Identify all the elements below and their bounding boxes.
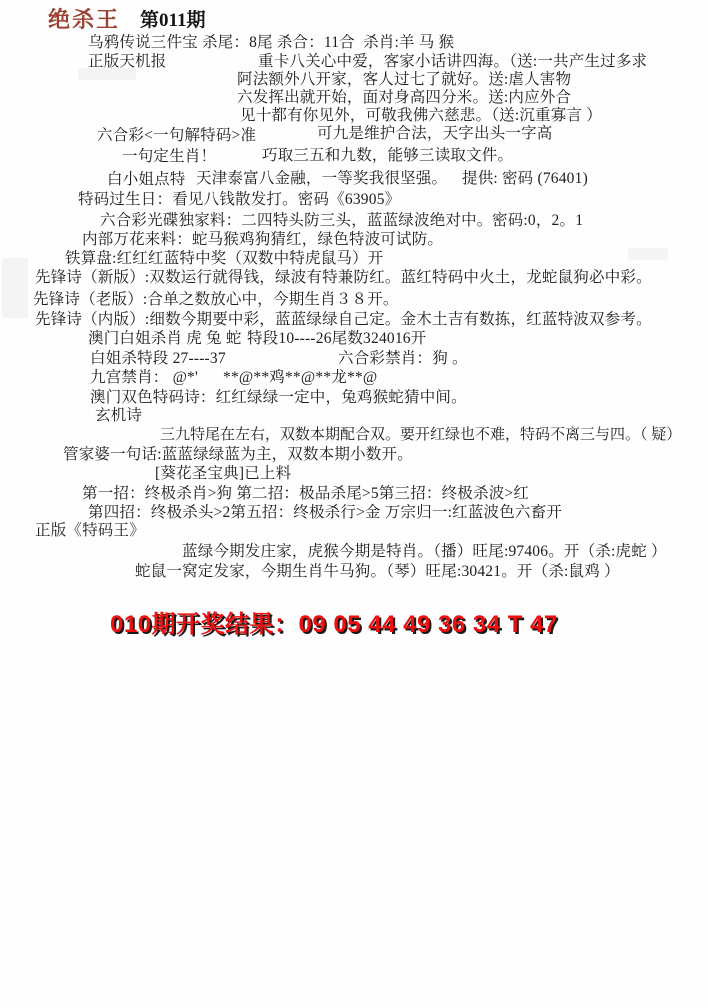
line-crow-legend: 乌鸦传说三件宝 杀尾：8尾 杀合：11合 杀肖:羊 马 猴 [88, 34, 455, 51]
issue-number: 第011期 [140, 10, 206, 31]
line-birthday-code: 特码过生日：看见八钱散发打。密码《63905》 [78, 191, 401, 208]
line-xuanjishi-title: 玄机诗 [95, 407, 143, 424]
line-tiesuanpan: 铁算盘:红红红蓝特中奖（双数中特虎鼠马）开 [65, 250, 384, 267]
line-tianjibao-verse1: 重卡八关心中爱，客家小话讲四海。（送:一共产生过多求 [258, 53, 648, 70]
line-baijie-shateduan: 白姐杀特段 27----37 [90, 350, 226, 367]
line-xianfengshi-new: 先锋诗（新版）:双数运行就得钱，绿波有特兼防红。蓝红特码中火土，龙蛇鼠狗必中彩。 [35, 269, 652, 286]
line-guanjiapo: 管家婆一句话:蓝蓝绿绿蓝为主，双数本期小数开。 [63, 446, 413, 463]
line-tianjibao-verse2: 阿法额外八开家，客人过七了就好。送:虐人害物 [237, 71, 572, 88]
line-macau-shaxiao: 澳门白姐杀肖 虎 兔 蛇 [88, 330, 242, 347]
line-xuanjishi-verse: 三九特尾在左右，双数本期配合双。要开红绿也不难，特码不离三与四。（ 疑） [160, 427, 682, 443]
line-baixiaojie-code: 提供: 密码 (76401) [462, 170, 588, 187]
line-kuihua-moves1: 第一招：终极杀肖>狗 第二招：极品杀尾>5第三招：终极杀波>红 [82, 485, 530, 502]
line-macau-teduan: 特段10----26尾数324016开 [247, 330, 427, 347]
page-title: 绝杀王 [48, 7, 121, 32]
line-kuihua-moves2: 第四招：终极杀头>2第五招：终极杀行>金 万宗归一:红蓝波色六畜开 [88, 504, 563, 521]
line-tianjibao-verse3: 六发挥出就开始，面对身高四分米。送:内应外合 [237, 89, 572, 106]
draw-result-banner: 010期开奖结果：09 05 44 49 36 34 T 47 [110, 611, 558, 638]
line-shengxiao-label: 一句定生肖！ [122, 148, 217, 165]
scan-artifact [628, 248, 668, 260]
line-macau-shuangse: 澳门双色特码诗：红红绿绿一定中，兔鸡猴蛇猜中间。 [90, 389, 467, 406]
line-temawang-verse1: 蓝绿今期发庄家，虎猴今期是特肖。（播）旺尾:97406。开（杀:虎蛇 ） [182, 543, 667, 560]
line-jinxiao: 六合彩禁肖：狗 。 [338, 350, 468, 367]
line-baixiaojie-verse: 天津泰富八金融，一等奖我很坚强。 [196, 170, 448, 187]
line-jiugong-symbols: **@**鸡**@**龙**@ [223, 369, 378, 386]
line-kuihua-title: [葵花圣宝典]已上料 [155, 465, 292, 482]
line-baixiaojie-label: 白小姐点特 [107, 171, 186, 188]
line-shengxiao-verse: 巧取三五和九数，能够三读取文件。 [262, 147, 514, 164]
line-guangdie-info: 六合彩光碟独家料：二四特头防三头，蓝蓝绿波绝对中。 [100, 212, 493, 229]
line-temawang-verse2: 蛇鼠一窝定发家，今期生肖牛马狗。（琴）旺尾:30421。开（杀:鼠鸡 ） [135, 563, 620, 580]
line-xianfengshi-inner: 先锋诗（内版）:细数今期要中彩，蓝蓝绿绿自己定。金木土吉有数拣，红蓝特波双参考。 [35, 311, 652, 328]
scan-artifact [2, 258, 28, 318]
line-jietema-verse: 可九是维护合法，天字出头一字高 [317, 125, 553, 142]
line-tianjibao-label: 正版天机报 [88, 53, 167, 70]
line-xianfengshi-old: 先锋诗（老版）:合单之数放心中，今期生肖３８开。 [33, 291, 399, 308]
line-temawang-title: 正版《特码王》 [35, 522, 145, 539]
line-tianjibao-verse4: 见十都有你见外，可敬我佛六慈悲。（送:沉重寡言 ） [240, 107, 602, 124]
line-jietema-label: 六合彩<一句解特码>准 [97, 127, 257, 144]
line-guangdie-code: 密码:0，2。1 [492, 212, 584, 229]
line-jiugong-label: 九宫禁肖： @*' [90, 369, 198, 386]
line-wanhua-info: 内部万花来料：蛇马猴鸡狗猜红，绿色特波可试防。 [82, 231, 444, 248]
